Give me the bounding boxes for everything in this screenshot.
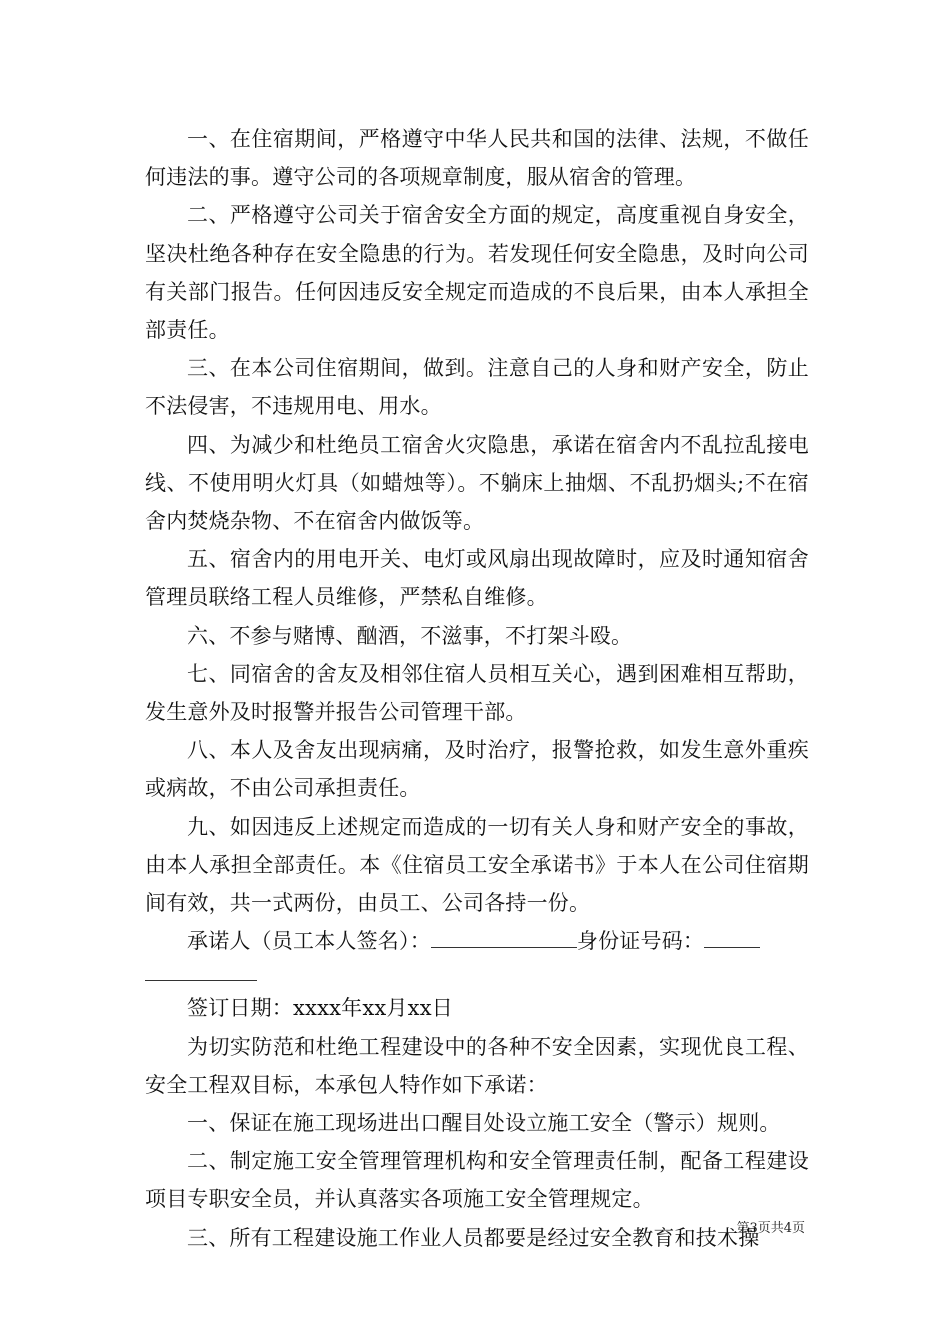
document-body bbox=[145, 120, 809, 1257]
page-number: 第3页共4页 bbox=[736, 1221, 805, 1236]
pledge-intro: 为切实防范和杜绝工程建设中的各种不安全因素，实现优良工程、安全工程双目标，本承包人特作如下承诺： bbox=[145, 1034, 809, 1097]
pledge-item-2: 二、制定施工安全管理管理机构和安全管理责任制，配备工程建设项目专职安全员，并认真落实各项施工安全管理规定。 bbox=[145, 1149, 809, 1212]
clause-7: 七、同宿舍的舍友及相邻住宿人员相互关心，遇到困难相互帮助，发生意外及时报警并报告公司管理干部。 bbox=[145, 661, 809, 725]
pledge-item-3: 三、所有工程建设施工作业人员都要是经过安全教育和技术操 bbox=[187, 1225, 760, 1250]
clause-8: 八、本人及舍友出现病痛，及时治疗，报警抢救，如发生意外重疾或病故，不由公司承担责任。 bbox=[145, 738, 809, 801]
clause-3: 三、在本公司住宿期间，做到。注意自己的人身和财产安全，防止不法侵害，不违规用电、用水。 bbox=[145, 356, 809, 419]
signer-label: 承诺人（员工本人签名）： bbox=[187, 929, 431, 954]
pledge-item-1: 一、保证在施工现场进出口醒目处设立施工安全（警示）规则。 bbox=[187, 1111, 781, 1136]
clause-2: 二、严格遵守公司关于宿舍安全方面的规定，高度重视自身安全，坚决杜绝各种存在安全隐患的行为。若发现任何安全隐患，及时向公司有关部门报告。任何因违反安全规定而造成的不良后果，由本人承担全部责任。 bbox=[145, 203, 809, 343]
clause-5: 五、宿舍内的用电开关、电灯或风扇出现故障时，应及时通知宿舍管理员联络工程人员维修，严禁私自维修。 bbox=[145, 547, 809, 610]
clause-4: 四、为减少和杜绝员工宿舍火灾隐患，承诺在宿舍内不乱拉乱接电线、不使用明火灯具（如蜡烛等）。不躺床上抽烟、不乱扔烟头;不在宿舍内焚烧杂物、不在宿舍内做饭等。 bbox=[145, 432, 809, 534]
id-number-label: 身份证号码： bbox=[576, 929, 705, 954]
id-number-blank bbox=[704, 925, 760, 948]
sign-date: 签订日期：xxxx年xx月xx日 bbox=[187, 996, 453, 1021]
signature-line bbox=[145, 922, 809, 960]
clause-6: 六、不参与赌博、酗酒，不滋事，不打架斗殴。 bbox=[187, 623, 633, 648]
clause-1: 一、在住宿期间，严格遵守中华人民共和国的法律、法规，不做任何违法的事。遵守公司的各项规章制度，服从宿舍的管理。 bbox=[145, 127, 809, 190]
signer-blank bbox=[431, 925, 577, 948]
clause-9: 九、如因违反上述规定而造成的一切有关人身和财产安全的事故，由本人承担全部责任。本《住宿员工安全承诺书》于本人在公司住宿期间有效，共一式两份，由员工、公司各持一份。 bbox=[145, 814, 809, 916]
id-number-blank-continued bbox=[145, 960, 257, 981]
